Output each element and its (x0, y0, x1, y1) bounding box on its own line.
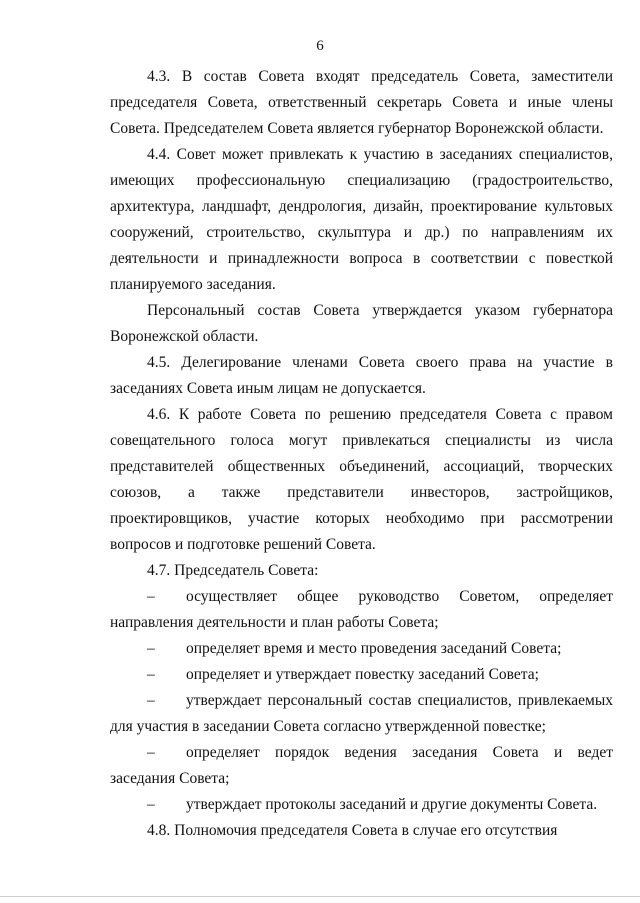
paragraph-4-4: 4.4. Совет может привлекать к участию в заседаниях специалистов, имеющих профессиональную специализацию (градостроительство, архитектура, ландшафт, дендрология, дизайн, проектирование культовых сооружений, строительство, скульптура и др.) по направлениям их деятельности и принадлежности вопроса в соответствии с повесткой планируемого заседания. (110, 146, 613, 293)
list-item-text: определяет порядок ведения заседания Совета и ведет заседания Совета; (110, 744, 613, 787)
list-item-text: осуществляет общее руководство Советом, определяет направления деятельности и план работы Совета; (110, 588, 613, 631)
list-item (110, 792, 613, 818)
list-item (110, 662, 613, 688)
list-item (110, 688, 613, 740)
list-item (110, 636, 613, 662)
dash-marker: – (147, 666, 155, 683)
page-number: 6 (316, 38, 324, 54)
dash-marker: – (147, 640, 155, 657)
dash-marker: – (147, 744, 155, 761)
document-body (110, 64, 613, 844)
list-item-text: утверждает персональный состав специалистов, привлекаемых для участия в заседании Совета согласно утвержденной повестке; (110, 692, 613, 735)
list-item (110, 584, 613, 636)
paragraph-4-7: 4.7. Председатель Совета: (147, 562, 319, 579)
dash-marker: – (147, 588, 155, 605)
page-bottom-edge (0, 896, 640, 897)
list-item (110, 740, 613, 792)
list-item-text: определяет и утверждает повестку заседаний Совета; (186, 666, 539, 683)
paragraph-personal-composition: Персональный состав Совета утверждается указом губернатора Воронежской области. (110, 302, 613, 345)
paragraph-4-6: 4.6. К работе Совета по решению председателя Совета с правом совещательного голоса могут привлекаться специалисты из числа представителей общественных объединений, ассоциаций, творческих союзов, а также представители инвесторов, застройщиков, проектировщиков, участие которых необходимо при рассмотрении вопросов и подготовке решений Совета. (110, 406, 613, 553)
paragraph-4-8: 4.8. Полномочия председателя Совета в случае его отсутствия (147, 822, 558, 839)
paragraph-4-5: 4.5. Делегирование членами Совета своего права на участие в заседаниях Совета иным лицам не допускается. (110, 354, 613, 397)
dash-marker: – (147, 692, 155, 709)
list-item-text: утверждает протоколы заседаний и другие документы Совета. (186, 796, 598, 813)
paragraph-4-3: 4.3. В состав Совета входят председатель Совета, заместители председателя Совета, ответственный секретарь Совета и иные члены Совета. Председателем Совета является губернатор Воронежской области. (110, 68, 613, 137)
dash-marker: – (147, 796, 155, 813)
list-item-text: определяет время и место проведения заседаний Совета; (186, 640, 562, 657)
